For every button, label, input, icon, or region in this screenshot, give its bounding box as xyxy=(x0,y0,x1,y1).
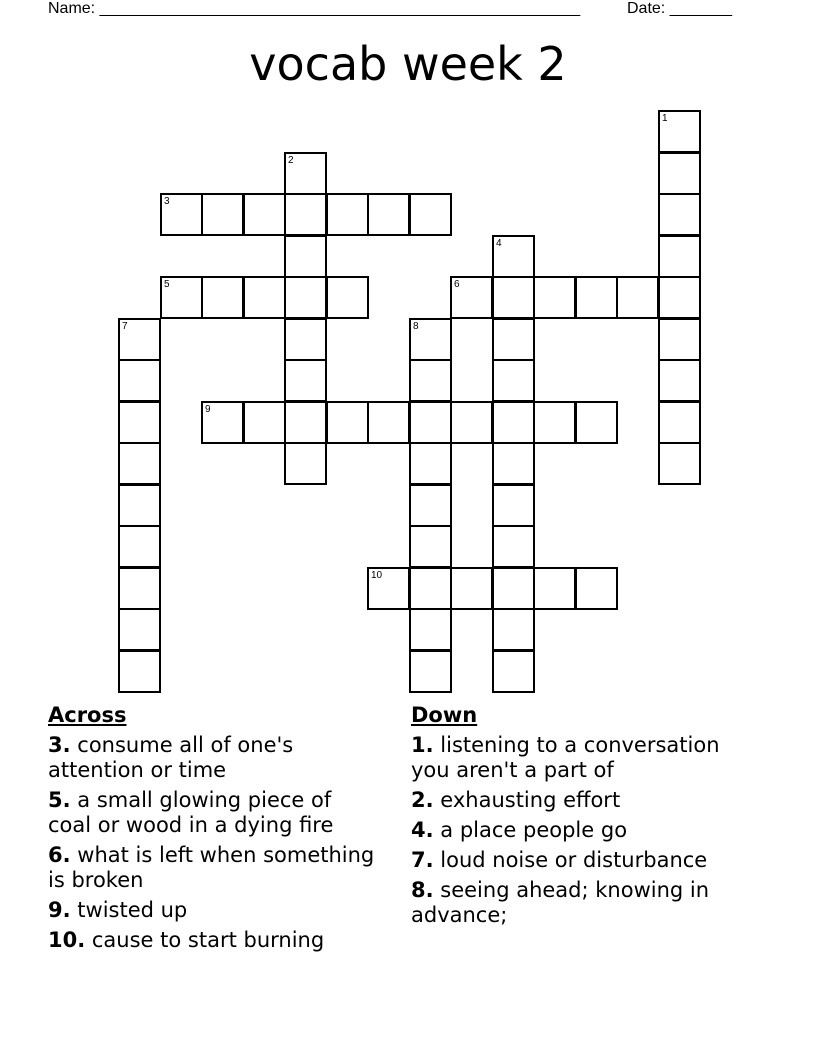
grid-cell[interactable] xyxy=(658,193,701,236)
grid-cell[interactable] xyxy=(118,318,161,361)
grid-cell[interactable] xyxy=(450,401,493,444)
grid-cell[interactable] xyxy=(450,567,493,610)
grid-cell[interactable] xyxy=(492,359,535,402)
name-field-label: Name: ______________________________________________________ xyxy=(48,0,581,17)
grid-cell[interactable] xyxy=(658,401,701,444)
clue-number: 4 xyxy=(496,238,502,249)
date-field-label: Date: _______ xyxy=(627,0,732,17)
grid-cell[interactable] xyxy=(492,567,535,610)
grid-cell[interactable] xyxy=(658,276,701,319)
grid-cell[interactable] xyxy=(575,276,618,319)
grid-cell[interactable] xyxy=(409,484,452,527)
grid-cell[interactable] xyxy=(409,650,452,693)
grid-cell[interactable] xyxy=(492,525,535,568)
grid-cell[interactable] xyxy=(118,442,161,485)
grid-cell[interactable] xyxy=(409,318,452,361)
grid-cell[interactable] xyxy=(160,193,203,236)
clue-number: 2 xyxy=(288,155,294,166)
page-title: vocab week 2 xyxy=(249,37,567,91)
grid-cell[interactable] xyxy=(492,276,535,319)
grid-cell[interactable] xyxy=(284,442,327,485)
grid-cell[interactable] xyxy=(658,152,701,195)
grid-cell[interactable] xyxy=(492,235,535,278)
grid-cell[interactable] xyxy=(326,401,369,444)
across-clues xyxy=(48,703,378,958)
clue-across-9: 9. twisted up xyxy=(48,898,188,922)
grid-cell[interactable] xyxy=(367,567,410,610)
grid-cell[interactable] xyxy=(616,276,659,319)
grid-cell[interactable] xyxy=(243,193,286,236)
grid-cell[interactable] xyxy=(284,193,327,236)
grid-cell[interactable] xyxy=(492,650,535,693)
grid-cell[interactable] xyxy=(326,193,369,236)
grid-cell[interactable] xyxy=(118,650,161,693)
clue-number: 5 xyxy=(164,279,170,290)
grid-cell[interactable] xyxy=(492,318,535,361)
grid-cell[interactable] xyxy=(284,359,327,402)
clue-across-3: 3. consume all of one's attention or time xyxy=(48,733,294,782)
grid-cell[interactable] xyxy=(409,525,452,568)
grid-cell[interactable] xyxy=(201,401,244,444)
grid-cell[interactable] xyxy=(450,276,493,319)
grid-cell[interactable] xyxy=(118,401,161,444)
clue-number: 6 xyxy=(454,279,460,290)
grid-cell[interactable] xyxy=(575,401,618,444)
grid-cell[interactable] xyxy=(118,525,161,568)
grid-cell[interactable] xyxy=(118,567,161,610)
grid-cell[interactable] xyxy=(658,110,701,153)
clue-number: 3 xyxy=(164,196,170,207)
grid-cell[interactable] xyxy=(284,235,327,278)
grid-cell[interactable] xyxy=(367,193,410,236)
grid-cell[interactable] xyxy=(492,484,535,527)
grid-cell[interactable] xyxy=(243,276,286,319)
clue-across-6: 6. what is left when something is broken xyxy=(48,843,375,892)
grid-cell[interactable] xyxy=(284,401,327,444)
grid-cell[interactable] xyxy=(409,401,452,444)
grid-cell[interactable] xyxy=(326,276,369,319)
grid-cell[interactable] xyxy=(533,567,576,610)
grid-cell[interactable] xyxy=(201,276,244,319)
across-heading: Across xyxy=(48,703,127,727)
clue-down-1: 1. listening to a conversation you aren't a part of xyxy=(411,733,720,782)
clue-down-8: 8. seeing ahead; knowing in advance; xyxy=(411,878,710,927)
grid-cell[interactable] xyxy=(409,193,452,236)
grid-cell[interactable] xyxy=(533,276,576,319)
clue-number: 7 xyxy=(122,321,128,332)
grid-cell[interactable] xyxy=(409,442,452,485)
grid-cell[interactable] xyxy=(575,567,618,610)
grid-cell[interactable] xyxy=(658,442,701,485)
clue-number: 9 xyxy=(205,404,211,415)
grid-cell[interactable] xyxy=(658,359,701,402)
grid-cell[interactable] xyxy=(409,567,452,610)
clue-number: 10 xyxy=(371,570,383,581)
grid-cell[interactable] xyxy=(284,276,327,319)
clue-down-2: 2. exhausting effort xyxy=(411,788,621,812)
clue-number: 8 xyxy=(413,321,419,332)
grid-cell[interactable] xyxy=(409,608,452,651)
grid-cell[interactable] xyxy=(492,401,535,444)
clue-number: 1 xyxy=(662,113,668,124)
down-clues xyxy=(411,703,761,933)
clue-across-10: 10. cause to start burning xyxy=(48,928,325,952)
grid-cell[interactable] xyxy=(658,318,701,361)
grid-cell[interactable] xyxy=(243,401,286,444)
grid-cell[interactable] xyxy=(118,359,161,402)
grid-cell[interactable] xyxy=(658,235,701,278)
grid-cell[interactable] xyxy=(492,608,535,651)
grid-cell[interactable] xyxy=(367,401,410,444)
grid-cell[interactable] xyxy=(533,401,576,444)
down-heading: Down xyxy=(411,703,478,727)
clue-down-7: 7. loud noise or disturbance xyxy=(411,848,708,872)
grid-cell[interactable] xyxy=(284,152,327,195)
clue-across-5: 5. a small glowing piece of coal or wood in a dying fire xyxy=(48,788,334,837)
clue-down-4: 4. a place people go xyxy=(411,818,628,842)
grid-cell[interactable] xyxy=(118,608,161,651)
grid-cell[interactable] xyxy=(409,359,452,402)
grid-cell[interactable] xyxy=(201,193,244,236)
grid-cell[interactable] xyxy=(160,276,203,319)
grid-cell[interactable] xyxy=(284,318,327,361)
grid-cell[interactable] xyxy=(492,442,535,485)
grid-cell[interactable] xyxy=(118,484,161,527)
